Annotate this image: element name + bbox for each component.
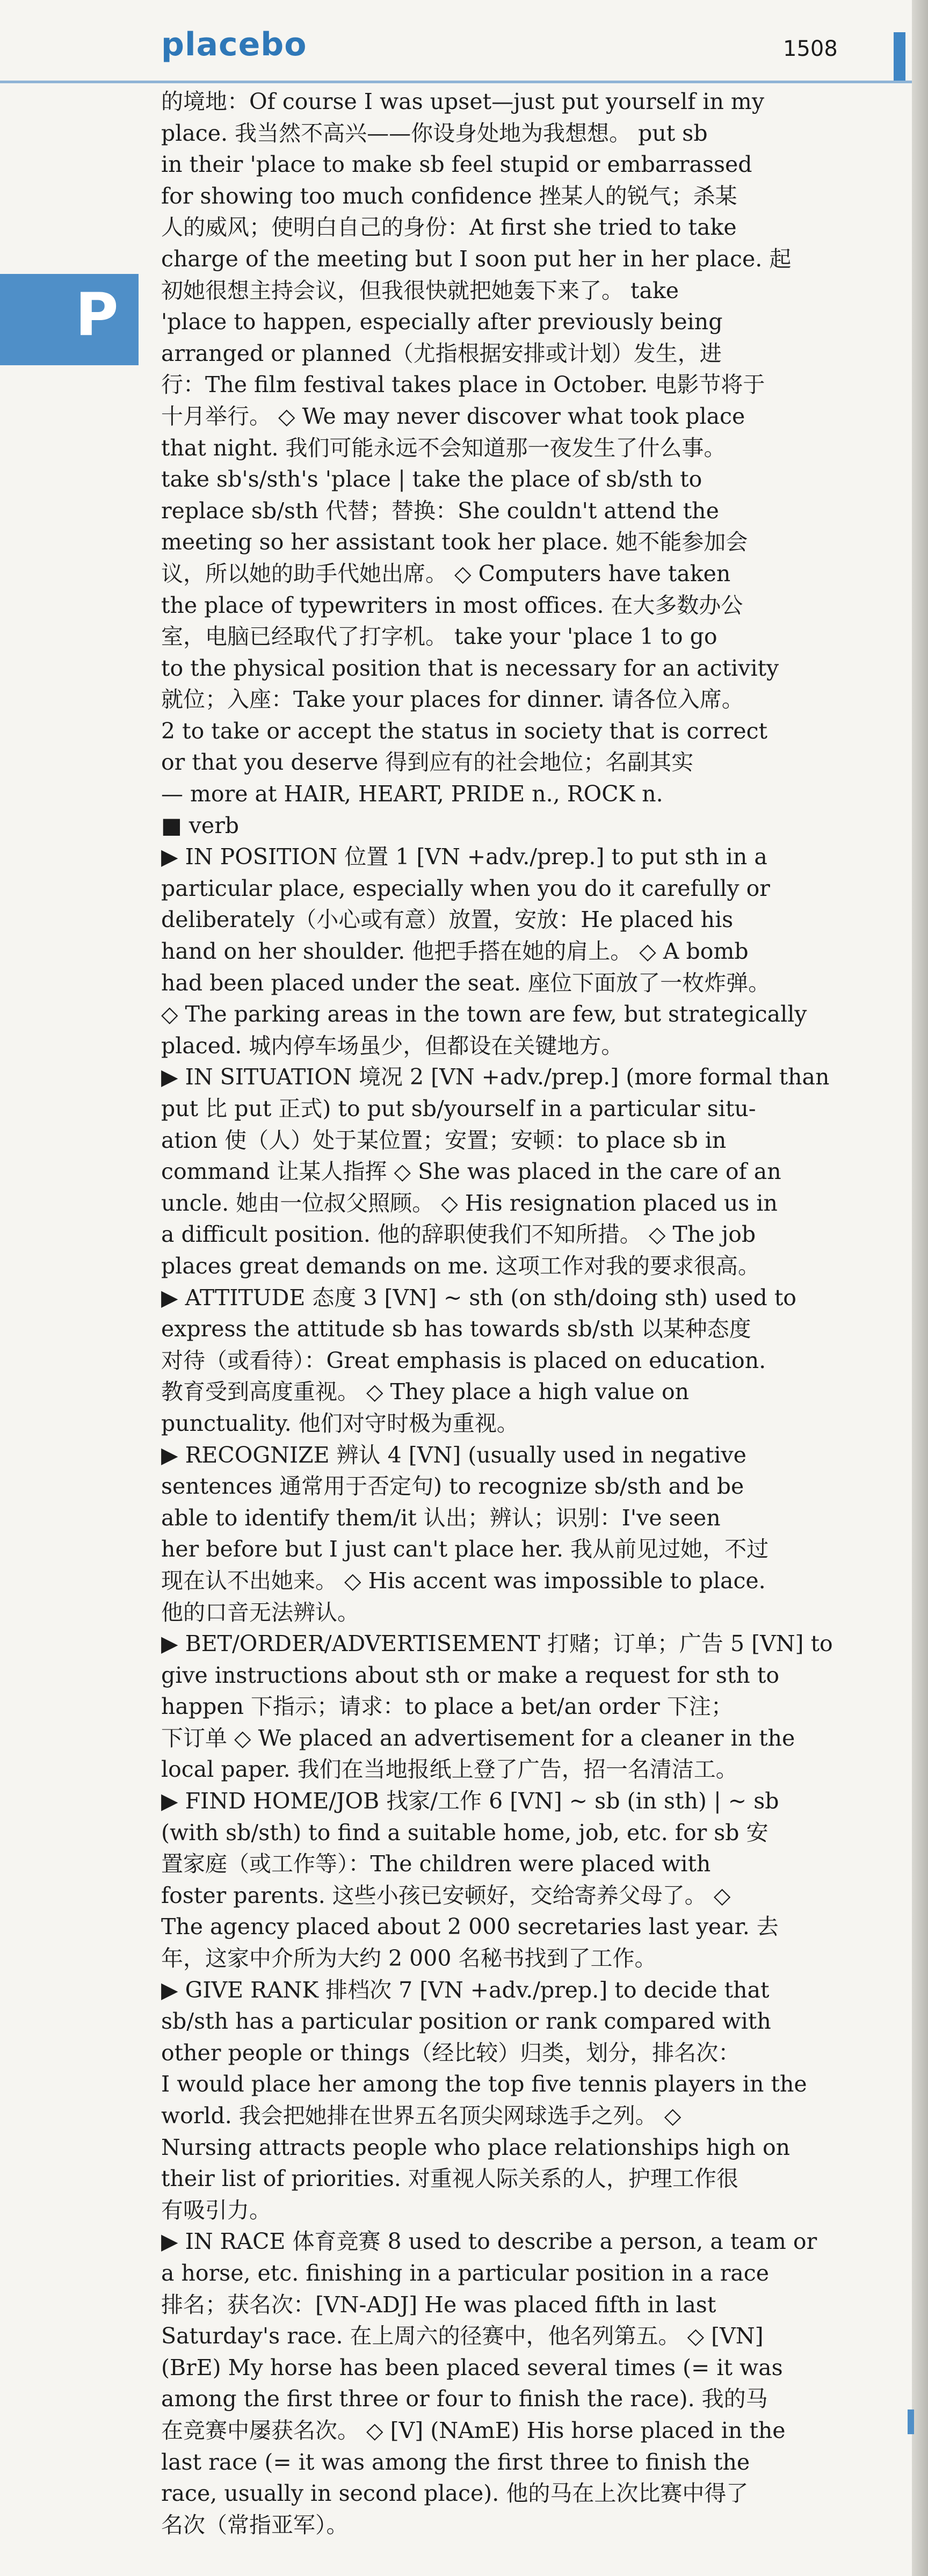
entry-line: 室，电脑已经取代了打字机。 take your 'place 1 to go [161,624,717,650]
entry-line: ▶ GIVE RANK 排档次 7 [VN +adv./prep.] to decide that [161,1977,770,2003]
entry-line: 教育受到高度重视。 ◇ They place a high value on [161,1379,690,1405]
edge-marker [894,32,905,81]
entry-line: 名次（常指亚军）。 [161,2512,349,2538]
entry-line: replace sb/sth 代替；替换：She couldn't attend the [161,497,719,524]
entry-line: a difficult position. 他的辞职使我们不知所措。 ◇ The job [161,1221,756,1248]
entry-line: I would place her among the top five tennis players in the [161,2071,807,2097]
entry-line: able to identify them/it 认出；辨认；识别：I've seen [161,1504,721,1531]
entry-line: hand on her shoulder. 他把手搭在她的肩上。 ◇ A bomb [161,938,749,965]
entry-line: deliberately（小心或有意）放置，安放：He placed his [161,907,734,933]
entry-line: ▶ ATTITUDE 态度 3 [VN] ~ sth (on sth/doing sth) used to [161,1284,796,1311]
entry-line: place. 我当然不高兴——你设身处地为我想想。 put sb [161,120,708,146]
entry-line: take sb's/sth's 'place | take the place of sb/sth to [161,466,702,493]
entry-line: — more at HAIR, HEART, PRIDE n., ROCK n. [161,781,663,807]
entry-line: give instructions about sth or make a request for sth to [161,1662,780,1688]
entry-line: last race (= it was among the first three to finish the [161,2449,750,2475]
entry-line: a horse, etc. finishing in a particular position in a race [161,2260,769,2286]
entry-line: put 比 put 正式) to put sb/yourself in a particular situ- [161,1096,756,1121]
entry-line: ◇ The parking areas in the town are few, but strategically [161,1001,807,1027]
entry-line: 人的威风；使明白自己的身份：At first she tried to take [161,214,737,241]
entry-line: command 让某人指挥 ◇ She was placed in the care of an [161,1159,781,1185]
entry-line: among the first three or four to finish the race). 我的马 [161,2386,768,2412]
running-headword: placebo [161,26,307,63]
entry-line: ▶ IN POSITION 位置 1 [VN +adv./prep.] to put sth in a [161,844,767,870]
entry-line: or that you deserve 得到应有的社会地位；名副其实 [161,749,694,776]
page-header [0,0,928,83]
entry-line: other people or things（经比较）归类，划分，排名次： [161,2039,741,2066]
entry-line: places great demands on me. 这项工作对我的要求很高。 [161,1253,760,1279]
entry-line: in their 'place to make sb feel stupid or embarrassed [161,151,752,178]
entry-line: 置家庭（或工作等）：The children were placed with [161,1851,711,1877]
entry-line: charge of the meeting but I soon put her in her place. 起 [161,245,792,272]
entry-line: foster parents. 这些小孩已安顿好，交给寄养父母了。 ◇ [161,1882,731,1908]
entry-line: for showing too much confidence 挫某人的锐气；杀某 [161,183,737,209]
entry-line: 就位；入座：Take your places for dinner. 请各位入席。 [161,686,744,713]
thumb-index-letter: P [75,280,119,349]
entry-line: the place of typewriters in most offices. 在大多数办公 [161,592,743,618]
entry-line: ▶ FIND HOME/JOB 找家/工作 6 [VN] ~ sb (in sth) | ~ sb [161,1788,779,1814]
entry-line: Saturday's race. 在上周六的径赛中，他名列第五。 ◇ [VN] [161,2323,764,2349]
entry-line: ▶ BET/ORDER/ADVERTISEMENT 打赌；订单；广告 5 [VN] to [161,1631,833,1657]
entry-line: express the attitude sb has towards sb/sth 以某种态度 [161,1316,751,1342]
entry-line: ■ verb [161,812,240,838]
entry-line: 十月举行。 ◇ We may never discover what took place [161,403,745,429]
entry-line: (with sb/sth) to find a suitable home, job, etc. for sb 安 [161,1819,769,1846]
entry-line: particular place, especially when you do it carefully or [161,875,770,901]
entry-line: (BrE) My horse has been placed several times (= it was [161,2354,783,2380]
page-edge [912,0,928,2576]
entry-line: race, usually in second place). 他的马在上次比赛中得了 [161,2480,749,2507]
entry-line: 对待（或看待）：Great emphasis is placed on education. [161,1347,766,1373]
entry-line: world. 我会把她排在世界五名顶尖网球选手之列。 ◇ [161,2103,682,2129]
entry-line: Nursing attracts people who place relationships high on [161,2134,791,2160]
entry-line: ▶ RECOGNIZE 辨认 4 [VN] (usually used in negative [161,1442,746,1468]
entry-line: 'place to happen, especially after previously being [161,309,723,335]
entry-line: their list of priorities. 对重视人际关系的人，护理工作很 [161,2166,738,2192]
entry-line: 的境地：Of course I was upset—just put yourself in my [161,89,764,114]
entry-line: The agency placed about 2 000 secretaries last year. 去 [161,1914,779,1940]
entry-line: 现在认不出她来。 ◇ His accent was impossible to place. [161,1567,766,1594]
entry-line: 议，所以她的助手代她出席。 ◇ Computers have taken [161,560,731,587]
entry-line: sentences 通常用于否定句) to recognize sb/sth and be [161,1473,744,1500]
entry-line: ▶ IN SITUATION 境况 2 [VN +adv./prep.] (more formal than [161,1064,830,1090]
entry-line: meeting so her assistant took her place. 她不能参加会 [161,529,748,555]
entry-line: 他的口音无法辨认。 [161,1599,359,1625]
entry-line: to the physical position that is necessary for an activity [161,655,779,681]
entry-line: had been placed under the seat. 座位下面放了一枚炸弹。 [161,969,771,996]
entry-line: 2 to take or accept the status in society that is correct [161,718,768,744]
entry-line: uncle. 她由一位叔父照顾。 ◇ His resignation placed us in [161,1190,778,1216]
entry-line: 在竞赛中屡获名次。 ◇ [V] (NAmE) His horse placed in the [161,2417,786,2443]
entry-line: punctuality. 他们对守时极为重视。 [161,1410,519,1436]
page-number: 1508 [783,37,838,61]
entry-line: happen 下指示；请求：to place a bet/an order 下注； [161,1694,733,1720]
entry-line: ation 使（人）处于某位置；安置；安顿：to place sb in [161,1127,727,1153]
entry-line: local paper. 我们在当地报纸上登了广告，招一名清洁工。 [161,1756,738,1783]
entry-line: that night. 我们可能永远不会知道那一夜发生了什么事。 [161,435,726,461]
entry-line: her before but I just can't place her. 我从前见过她，不过 [161,1536,769,1562]
entry-line: 初她很想主持会议，但我很快就把她轰下来了。 take [161,277,679,303]
entry-line: 排名；获名次：[VN-ADJ] He was placed fifth in last [161,2291,716,2318]
entry-line: 下订单 ◇ We placed an advertisement for a cleaner in the [161,1725,795,1751]
entry-line: ▶ IN RACE 体育竞赛 8 used to describe a person, a team or [161,2228,817,2255]
entry-line: sb/sth has a particular position or rank compared with [161,2008,771,2035]
edge-tick [908,2409,914,2434]
entry-line: 年，这家中介所为大约 2 000 名秘书找到了工作。 [161,1945,657,1972]
entry-line: 有吸引力。 [161,2197,271,2223]
entry-line: placed. 城内停车场虽少，但都设在关键地方。 [161,1032,624,1059]
entry-line: 行：The film festival takes place in October. 电影节将于 [161,372,765,398]
entry-line: arranged or planned（尤指根据安排或计划）发生，进 [161,340,722,366]
dictionary-entry-text [161,86,889,2541]
